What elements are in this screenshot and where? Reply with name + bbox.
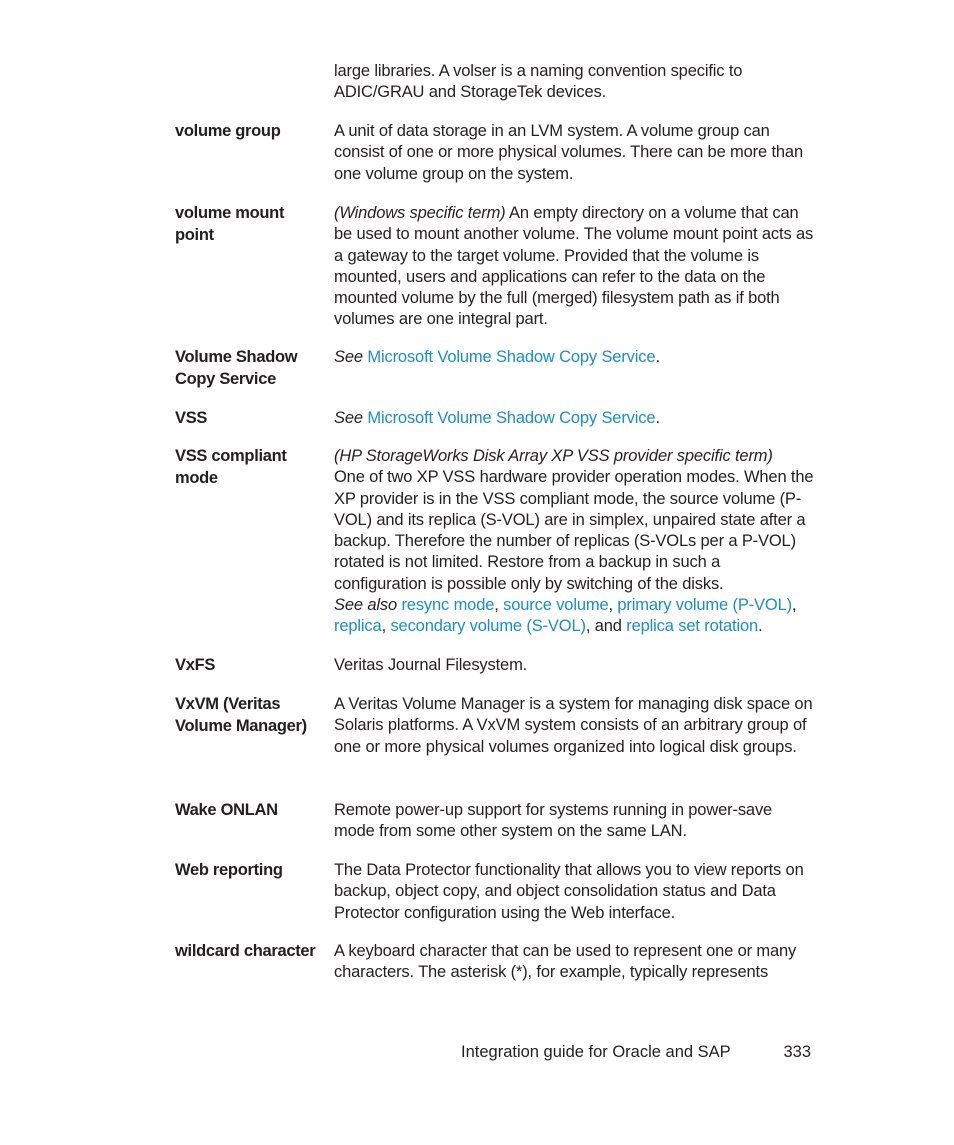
definition-text: The Data Protector functionality that allows you to view reports on backup, object copy, and object consolidation status and Data Protector configuration using the Web interface. xyxy=(334,861,804,922)
definition-text: Veritas Journal Filesystem. xyxy=(334,656,528,674)
definition xyxy=(334,941,814,984)
term: wildcard character xyxy=(175,942,316,960)
definition-text xyxy=(334,408,814,429)
term: VxFS xyxy=(175,656,216,674)
see-label: See xyxy=(334,348,363,366)
term: Web reporting xyxy=(175,861,283,879)
link-source-volume[interactable]: source volume xyxy=(503,596,609,615)
link-resync-mode[interactable]: resync mode xyxy=(401,596,495,615)
link-replica[interactable]: replica xyxy=(334,617,382,636)
definition xyxy=(334,860,814,924)
definition-text: One of two XP VSS hardware provider operation modes. When the XP provider is in the VSS compliant mode, the source volume (P-VOL) and its replica (S-VOL) are in simplex, unpaired state after a backup. Therefore the number of replicas (S-VOLs per a P-VOL) rotated is not limited. Restore from a backup in such a configuration is possible only by switching of the disks. xyxy=(334,468,814,593)
term: volume mount point xyxy=(175,204,285,244)
page-number: 333 xyxy=(783,1043,811,1061)
term: volume group xyxy=(175,122,281,140)
link-secondary-volume[interactable]: secondary volume (S-VOL) xyxy=(390,617,586,636)
definition xyxy=(334,446,814,638)
definition-text: large libraries. A volser is a naming convention specific to ADIC/GRAU and StorageTek devices. xyxy=(334,62,743,102)
separator: , and xyxy=(585,617,627,636)
link-primary-volume[interactable]: primary volume (P-VOL) xyxy=(617,596,792,615)
term: Volume Shadow Copy Service xyxy=(175,348,298,388)
definition-text: A Veritas Volume Manager is a system for managing disk space on Solaris platforms. A VxVM system consists of an arbitrary group of one or more physical volumes organized into logical disk groups. xyxy=(334,695,813,756)
separator: , xyxy=(494,596,504,615)
punctuation: . xyxy=(758,617,763,636)
see-also-label: See also xyxy=(334,596,398,615)
definition xyxy=(334,694,814,758)
footer-title: Integration guide for Oracle and SAP xyxy=(461,1043,731,1061)
separator: , xyxy=(381,617,391,636)
cross-reference-link[interactable]: Microsoft Volume Shadow Copy Service xyxy=(367,348,656,366)
definition-body: An empty directory on a volume that can be used to mount another volume. The volume mount point acts as a gateway to the target volume. Provided that the volume is mounted, users and applications can refer to the data on the mounted volume by the full (merged) filesystem path as if both volumes are one integral part. xyxy=(334,204,814,329)
definition-text: A unit of data storage in an LVM system. A volume group can consist of one or more physical volumes. There can be more than one volume group on the system. xyxy=(334,122,803,183)
definition-text xyxy=(334,347,814,368)
separator: , xyxy=(608,596,618,615)
see-label: See xyxy=(334,409,363,427)
see-also xyxy=(334,595,814,638)
definition xyxy=(334,203,814,331)
definition xyxy=(334,61,814,104)
punctuation: . xyxy=(655,409,660,427)
separator: , xyxy=(791,596,797,615)
definition xyxy=(334,800,814,843)
link-replica-set-rotation[interactable]: replica set rotation xyxy=(626,617,759,636)
term-qualifier: (HP StorageWorks Disk Array XP VSS provider specific term) xyxy=(334,447,773,465)
definition xyxy=(334,347,814,368)
definition-text: A keyboard character that can be used to represent one or many characters. The asterisk (*), for example, typically represents xyxy=(334,942,797,982)
term: VSS compliant mode xyxy=(175,447,287,487)
term: VSS xyxy=(175,409,208,427)
term: Wake ONLAN xyxy=(175,801,278,819)
term: VxVM (Veritas Volume Manager) xyxy=(175,695,307,735)
cross-reference-link[interactable]: Microsoft Volume Shadow Copy Service xyxy=(367,409,656,427)
punctuation: . xyxy=(655,348,660,366)
definition xyxy=(334,655,814,676)
definition-text xyxy=(334,203,814,331)
definition xyxy=(334,408,814,429)
definition xyxy=(334,121,814,185)
term-qualifier: (Windows specific term) xyxy=(334,204,506,222)
definition-text: Remote power-up support for systems running in power-save mode from some other system on the same LAN. xyxy=(334,801,773,841)
